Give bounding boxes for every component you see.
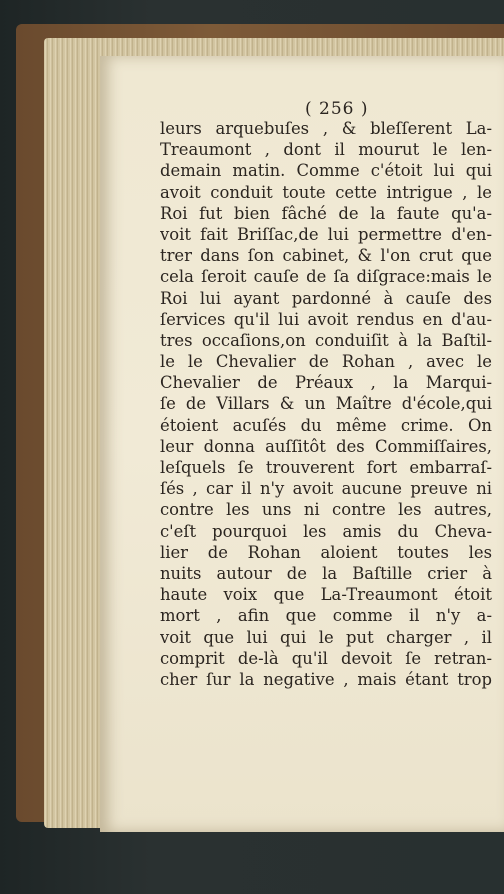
text-line: trer dans ſon cabinet, & l'on crut que — [160, 246, 492, 266]
text-line: comprit de-là qu'il devoit ſe retran- — [160, 648, 492, 668]
text-line: leſquels ſe trouverent fort embarraſ- — [160, 458, 492, 477]
text-line: leurs arquebuſes , & bleſſerent La- — [160, 119, 492, 138]
text-line: cela ſeroit cauſe de ſa diſgrace:mais le — [160, 267, 492, 287]
text-line: mort , afin que comme il n'y a- — [160, 606, 492, 626]
text-line: voit fait Briſſac,de lui permettre d'en- — [160, 224, 492, 244]
text-line: Roi fut bien fâché de la faute qu'a- — [160, 203, 492, 223]
text-line: Roi lui ayant pardonné à cauſe des — [160, 288, 492, 308]
text-line: avoit conduit toute cette intrigue , le — [160, 182, 492, 202]
text-line: ſe de Villars & un Maître d'école,qui — [160, 394, 492, 414]
text-line: cher ſur la negative , mais étant trop — [160, 669, 492, 689]
text-line: voit que lui qui le put charger , il — [160, 627, 492, 647]
text-line: contre les uns ni contre les autres, — [160, 500, 492, 520]
text-line: nuits autour de la Baſtille crier à — [160, 563, 492, 583]
text-line: demain matin. Comme c'étoit lui qui — [160, 161, 492, 181]
text-line: Chevalier de Préaux , la Marqui- — [160, 373, 492, 393]
text-line: étoient acuſés du même crime. On — [160, 415, 492, 435]
text-line: c'eſt pourquoi les amis du Cheva- — [160, 521, 492, 541]
text-line: leur donna auſſitôt des Commiſſaires, — [160, 436, 492, 456]
text-line: le le Chevalier de Rohan , avec le — [160, 352, 492, 372]
text-line: Treaumont , dont il mourut le len- — [160, 140, 492, 160]
text-line: tres occaſions,on conduiſit à la Baſtil- — [160, 330, 492, 350]
page-number: ( 256 ) — [305, 99, 369, 119]
text-line: haute voix que La-Treaumont étoit — [160, 585, 492, 605]
text-line: ſervices qu'il lui avoit rendus en d'au- — [160, 309, 492, 329]
text-line: lier de Rohan aloient toutes les — [160, 542, 492, 562]
text-line: ſés , car il n'y avoit aucune preuve ni — [160, 479, 492, 499]
body-text — [160, 118, 492, 690]
